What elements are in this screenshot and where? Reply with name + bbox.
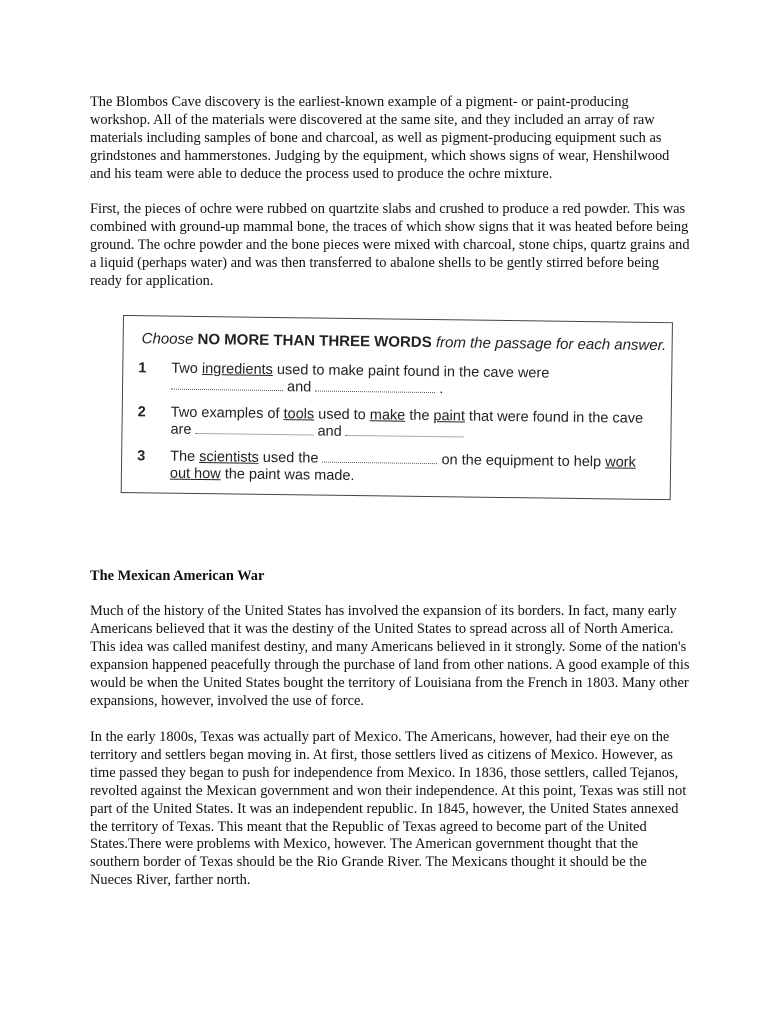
answer-blank[interactable] [315, 381, 435, 394]
mexican-war-paragraph-1: Much of the history of the United States has involved the expansion of its borders. In fact, many early Americans believed that it was the destiny of the United States to spread across all of North America. This idea was called manifest destiny, and many Americans believed in it strongly. Some of the nation's expansion happened peacefully through the purchase of land from other nations. A good example of this would be when the United States bought the territory of Louisiana from the French in 1803. Many other expansions, however, involved the use of force. [90, 603, 690, 709]
blombos-paragraph-1: The Blombos Cave discovery is the earliest-known example of a pigment- or paint-producing workshop. All of the materials were discovered at the same site, and they included an array of raw materials including samples of bone and charcoal, as well as pigment-producing equipment such as grindstones and hammerstones. Judging by the equipment, which shows signs of wear, Henshilwood and his team were able to deduce the process used to produce the ochre mixture. [90, 94, 670, 182]
question-number: 1 [138, 360, 147, 377]
answer-blank[interactable] [346, 425, 464, 438]
question-number: 3 [137, 448, 146, 465]
answer-blank[interactable] [322, 452, 437, 465]
blombos-paragraph-2: First, the pieces of ochre were rubbed on quartzite slabs and crushed to produce a red powder. This was combined with ground-up mammal bone, the traces of which show signs that it was heated before being ground. The ochre powder and the bone pieces were mixed with charcoal, stone chips, quartz grains and a liquid (perhaps water) and was then transferred to abalone shells to be gently stirred before being ready for application. [90, 201, 690, 289]
answer-blank[interactable] [171, 379, 283, 391]
mexican-war-paragraph-2: In the early 1800s, Texas was actually part of Mexico. The Americans, however, had their eye on the territory and settlers began moving in. At first, those settlers lived as citizens of Mexico. However, as time passed they began to push for independence from Mexico. In 1836, those settlers, called Tejanos, revolted against the Mexican government and won their independence. At this point, Texas was still not part of the United States. It was an independent republic. In 1845, however, the United States annexed the territory of Texas. This meant that the Republic of Texas agreed to become part of the United States.There were problems with Mexico, however. The American government thought that the southern border of Texas should be the Rio Grande River. The Mexicans thought it should be the Nueces River, farther north. [90, 729, 687, 889]
question-number: 2 [137, 404, 146, 421]
exercise-instruction: Choose NO MORE THAN THREE WORDS from the passage for each answer. [141, 330, 667, 355]
answer-blank[interactable] [195, 423, 313, 436]
section-heading: The Mexican American War [90, 568, 265, 584]
exercise-box: Choose NO MORE THAN THREE WORDS from the passage for each answer. 1 Two ingredients used to make paint found in the cave were and . 2 Two examples of tools used to make the paint that were found in the cave are and 3 The scientists used the on the equipment to help work out how the paint was made. [121, 315, 673, 500]
